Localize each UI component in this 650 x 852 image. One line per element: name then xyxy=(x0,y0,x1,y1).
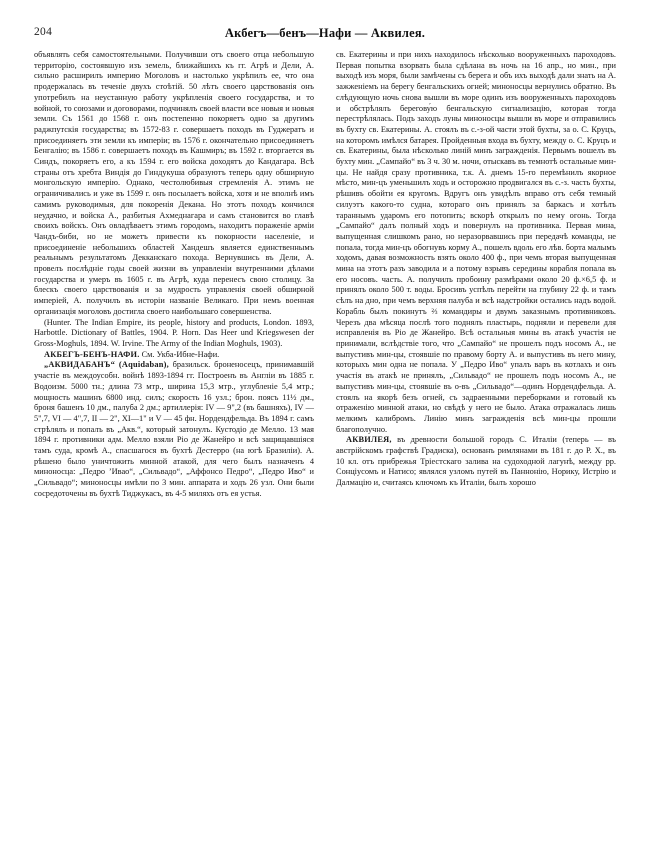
entry-akvileya xyxy=(336,435,616,489)
column-left xyxy=(34,50,314,500)
paragraph-sources: (Hunter. The Indian Empire, its people, history and products, London. 1893, Harbottle. Dictionary of Battles, 1904. P. Horn. Das Heer und Kriegswesen der Gross-Moghuls, 1894. W. Irvine. The Army of the Indian Moghuls, 1903). xyxy=(34,317,314,348)
entry-akvidaban xyxy=(34,360,314,499)
two-column-body xyxy=(34,50,616,500)
paragraph: объявлять себя самостоятельными. Получивши отъ своего отца небольшую территорію, состоявшую изъ земель, ближайшихъ къ гг. Агрѣ и Дели, А. сильно расширилъ империю Моголовъ и настолько укрѣпилъ ее, что она продержалась въ теченіе двухъ стоѣтій. 50 лѣтъ своего царствованія онъ употребилъ на неустанную работу укрѣпленія своего государства, и то войной, то союзами и договорами, подчинялъ своей власти все новыя и новыя земли. Съ 1561 до 1568 г. онъ постепенно покоряетъ одно за другимъ раджпутскія государства; въ 1572-83 г. совершаетъ походъ въ Гуджератъ и присоединяетъ эти земли къ имперіи; въ 1576 г. окончательно присоединяетъ Бенгалію; въ 1586 г. совершаетъ походъ въ Кашмиръ; въ 1592 г. вторгается въ Синдъ, покоряетъ его, а къ 1594 г. его войска доходятъ до Кандагара. Всѣ страны отъ хребта Виндія до Гиндукуша образуютъ теперь одну обширную монгольскую имперію. Однако, честолюбивыя стремленія А. этимъ не ограничивались и уже въ 1599 г. онъ посылаетъ войска, хотя и не вполнѣ имъ самимъ руководимыя, для покоренія Декана. Но этотъ походъ кончился неудачно, и войска А., разбитыя Ахмеднагара и самъ становится во главѣ своихъ войскъ. Онъ овладѣваетъ этимъ городомъ, находитъ пораженіе арміи Чандъ-биби, но не можетъ привести къ покорности населеніе, и присоединеніе небольшихъ областей Хандешъ является единственнымъ реальнымъ результатомъ Декканскаго похода. Вернувшись въ Дели, А. провелъ послѣдніе годы своей жизни въ управленіи внутренними дѣлами государства и умеръ въ 1605 г. въ Агрѣ, куда перенесъ свою столицу. За блескъ своего царствованія и за мудрость управленія своей обширной имперіей, А. получилъ въ исторіи названіе Великаго. При немъ военная организація моголовъ достигла своего наибольшаго совершенства. xyxy=(34,50,314,316)
entry-text: См. Укба-Ибне-Нафи. xyxy=(139,349,220,359)
entry-headword: „АКВИДАБАНЪ“ (Aquidaban), xyxy=(44,360,169,370)
entry-headword: АКБЕГЪ-БЕНЪ-НАФИ. xyxy=(44,349,140,359)
entry-akbeg-ben-nafi xyxy=(34,350,314,361)
running-head: Акбегъ—бенъ—Нафи — Аквилея. xyxy=(224,26,426,40)
entry-text: въ древности большой городъ С. Италіи (теперь — въ австрійскомъ графствѣ Градиска), основанъ римлянами въ 181 г. до Р. X., въ 10 кл. отъ прибрежья Тріестскаго залива на судоходной лагунѣ, между рр. Сонціусомъ и Натисо; являлся узломъ путей въ Паннонію, Норику, Истрію и Далмацію и, считаясь ключомъ къ Италіи, былъ хорошо xyxy=(336,435,616,488)
entry-text: бразильск. броненосецъ, принимавшій участіе въ междоусобн. войнѣ 1893-1894 гг. Построенъ въ Англіи въ 1885 г. Водоизм. 5000 тн.; длина 73 мтр., ширина 15,3 мтр., углубленіе 5,4 мтр.; мощность машинъ 6800 инд. силъ; скорость 16 узл.; брон. поясъ 11½ дм., броня башенъ 10 дм., палуба 2 дм.; артиллерія: IV — 9",2 (въ башняхъ), IV — 5",7, VI — 4",7, II — 2", XI—1" и V — 45 фн. Нордендфельда. Въ 1894 г. самъ стрѣлялъ и попалъ въ „Акв.“, который затонулъ. Кустодіо де Мелло. 13 мая 1894 г. противники адм. Мелло взяли Ріо де Жанейро и всѣ защищавшіяся тамъ суда, кромѣ А., спасшагося въ бухтѣ Дестерро (на югѣ Бразиліи). А. рѣшено было уничтожить минной атакой, для чего былъ назначенъ 4 миноносца: „Педро ’Ивао“, „Сильвадо“, „Аффонсо Педро“, „Педро Иво“ и „Сильвадо“; миноносцы имѣли по 3 мин. аппарата и ходъ 26 узл. Они были сосредоточены въ бухтѣ Тиджукасъ, въ 4-5 миляхъ отъ ея устья. xyxy=(34,360,314,498)
folio-number: 204 xyxy=(34,26,53,38)
entry-headword: АКВИЛЕЯ, xyxy=(346,435,392,445)
page-header xyxy=(34,26,616,44)
paragraph: св. Екатерины и при нихъ находилось нѣсколько вооруженныхъ пароходовъ. Первая попытка взорвать была сдѣлана въ ночь на 16 апр., но мин., при выходѣ изъ моря, были замѣчены съ берега и объ ихъ выходѣ дали знать на А. зажженіемъ на берегу бенгальскихъ огней; миноносцы вернулись обратно. Въ слѣдующую ночь снова вышли въ море одинъ изъ вооруженныхъ пароходовъ и обстрѣлялъ берегову́ю бенгальскую сигнализацію, которая тогда перестрѣлялась. Подъ заходъ луны миноносцы вышли въ море и отправились въ бухту св. Екатерины. А. стоялъ въ с.-з-ой части этой бухты, за о. С. Круцъ, на которомъ имѣлся батарея. Пройденныя входа въ бухту, между о. С. Круцъ и св. Екатерины, была нѣсколько линій минъ загражденія. Первымъ вошелъ въ бухту мин. „Сампайо“ въ 3 ч. 30 м. ночи, отыскавъ въ темнотѣ остальные мин-цы. Не найдя сразу противника, т.к. А. днемъ 15-го перемѣнилъ якорное мѣсто, мин-цъ уменьшилъ ходъ и осторожно продвигался въ с.-з. часть бухты, рѣшивъ обойти ея кругомъ. Вдругъ онъ увидѣлъ вправо отъ себя темный силуэтъ какого-то судна, котораго онъ принялъ за баркасъ и хотѣлъ тараннымъ ударомъ его потопить; вскорѣ открылъ по нему огонь. Тогда „Сампайо“ далъ полный ходъ и повернулъ на противника. Первая мина, выпущенная слишкомъ рано, но неразорвавшись при передачѣ команды, не попала, тогда мин-цъ обогнувъ корму А., пошелъ вдоль его лѣв. борта малымъ ходомъ, давая возможность взять около 400 ф., при чемъ вторая выпущенная мина на этотъ разъ заводила и а потому взрывъ середины корабля попала въ его носовъ. часть. А. получилъ пробоину размѣрами около 20 ф.×6,5 ф. и принялъ около 500 т. воды. Бросивъ успѣлъ перейти на глубину 22 ф. и тамъ сѣлъ на дно, при чемъ верхняя палуба и всѣ надстройки остались надъ водой. Корабль былъ покинутъ ⅔ командиры и двумъ заказнымъ противниковъ. Черезъ два мѣсяца послѣ того поднялъ пластырь, подняли и перевели для исправленія въ Ріо де Жанейро. Всѣ остальныя мины въ атакѣ участія не принимали, вслѣдствіе того, что „Сампайо“ не прошелъ подъ носомъ А., не выпустивъ мин-цы, стоявшіе по правому борту А. и выпустивъ въ него мину, которыхъ мин одна не попала. У „Педро Иво“ упалъ варъ въ котлахъ и онъ участія въ атакѣ не принялъ, „Сильвадо“ не прошелъ подъ носомъ А., не выпустивъ мин-цы, стоявшіе въ о-въ „Сильвадо“—одинъ Нордендфельда. А. стоялъ на якорѣ безъ огней, съ задраенными переборками и готовый къ отраженію минной атаки, но свѣдѣ у него не было. Атака отражалась лишь мелкимъ калибромъ. Линію минъ загражденія всѣ мин-цы прошли благополучно. xyxy=(336,50,616,434)
column-right xyxy=(336,50,616,489)
